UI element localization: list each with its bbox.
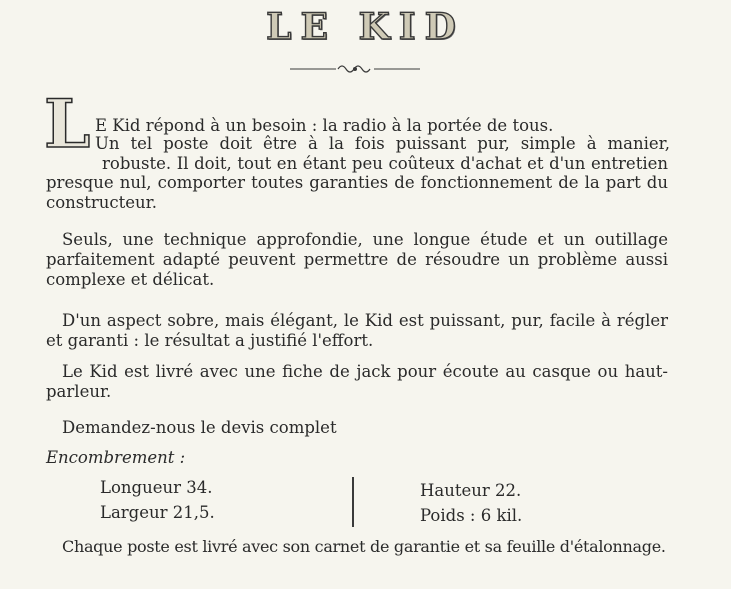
paragraph-1-line-1: E Kid répond à un besoin : la radio à la portée de tous. — [95, 116, 554, 135]
spec-hauteur: Hauteur 22. — [420, 481, 522, 500]
spec-longueur: Longueur 34. — [100, 478, 213, 497]
paragraph-1-line-3: robuste. Il doit, tout en étant peu coûteux d'achat et d'un entretien — [102, 154, 668, 173]
paragraph-1-line-5: constructeur. — [46, 193, 157, 212]
paragraph-3-line-2: et garanti : le résultat a justifié l'effort. — [46, 331, 374, 350]
paragraph-2-line-2: parfaitement adapté peuvent permettre de résoudre un problème aussi — [46, 250, 668, 269]
paragraph-1-line-4: presque nul, comporter toutes garanties de fonctionnement de la part du — [46, 173, 668, 192]
paragraph-3-line-1: D'un aspect sobre, mais élégant, le Kid est puissant, pur, facile à régler — [62, 311, 668, 330]
paragraph-2-line-3: complexe et délicat. — [46, 270, 215, 289]
specs-divider — [352, 477, 354, 527]
paragraph-1-line-2: Un tel poste doit être à la fois puissant pur, simple à manier, — [95, 134, 670, 153]
spec-poids: Poids : 6 kil. — [420, 506, 523, 525]
paragraph-5: Demandez-nous le devis complet — [62, 418, 337, 437]
paragraph-4-line-2: parleur. — [46, 382, 112, 401]
paragraph-2-line-1: Seuls, une technique approfondie, une longue étude et un outillage — [62, 230, 668, 249]
page-title: LE KID — [266, 6, 465, 48]
encombrement-label: Encombrement : — [46, 448, 186, 467]
footer-note: Chaque poste est livré avec son carnet de garantie et sa feuille d'étalonnage. — [62, 537, 666, 556]
paragraph-4-line-1: Le Kid est livré avec une fiche de jack pour écoute au casque ou haut- — [62, 362, 668, 381]
spec-largeur: Largeur 21,5. — [100, 503, 215, 522]
drop-cap — [44, 85, 94, 163]
ornament-divider — [290, 60, 420, 78]
drop-cap-letter: L — [44, 85, 91, 163]
